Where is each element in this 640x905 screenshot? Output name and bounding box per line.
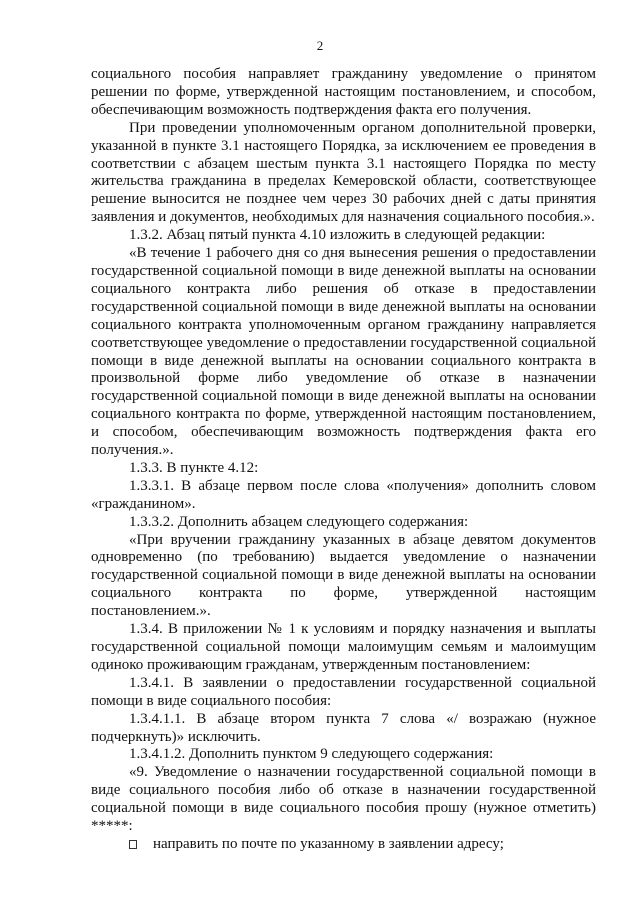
checkbox-icon [129,840,137,849]
paragraph: 1.3.3.1. В абзаце первом после слова «получения» дополнить словом «гражданином». [91,477,596,512]
paragraph: «9. Уведомление о назначении государственной социальной помощи в виде социального пособия либо об отказе в назначении государственной социальной помощи в виде социального пособия прошу (нужное отметить) *****: [91,764,596,835]
checkbox-option-label: направить по почте по указанному в заявлении адресу; [153,835,504,852]
page-number: 2 [316,38,324,53]
paragraph: 1.3.4.1. В заявлении о предоставлении государственной социальной помощи в виде социального пособия: [91,674,596,709]
paragraph: социального пособия направляет гражданину уведомление о принятом решении по форме, утвержденной настоящим постановлением, и способом, обеспечивающим возможность подтверждения факта его получения. [91,66,596,118]
paragraph: 1.3.2. Абзац пятый пункта 4.10 изложить в следующей редакции: [129,227,546,244]
paragraph: 1.3.3.2. Дополнить абзацем следующего содержания: [129,513,469,530]
paragraph: 1.3.4. В приложении № 1 к условиям и порядку назначения и выплаты государственной социальной помощи малоимущим семьям и малоимущим одиноко проживающим гражданам, утвержденным постановлением: [91,621,596,673]
checkbox-option [91,836,596,854]
paragraph: 1.3.4.1.2. Дополнить пунктом 9 следующего содержания: [129,746,494,763]
paragraph: При проведении уполномоченным органом дополнительной проверки, указанной в пункте 3.1 настоящего Порядка, за исключением ее проведения в соответствии с абзацем шестым пункта 3.1 настоящего Порядка по месту жительства гражданина в пределах Кемеровской области, соответствующее решение выносится не позднее чем через 30 рабочих дней с даты принятия заявления и документов, необходимых для назначения социального пособия.». [91,119,596,226]
paragraph: «При вручении гражданину указанных в абзаце девятом документов одновременно (по требованию) выдается уведомление о назначении государственной социальной помощи в виде денежной выплаты на основании социального контракта по форме, утвержденной настоящим постановлением.». [91,531,596,620]
paragraph: 1.3.3. В пункте 4.12: [129,459,259,476]
paragraph: 1.3.4.1.1. В абзаце втором пункта 7 слова «/ возражаю (нужное подчеркнуть)» исключить. [91,710,596,745]
paragraph: «В течение 1 рабочего дня со дня вынесения решения о предоставлении государственной социальной помощи в виде денежной выплаты на основании социального контракта либо решения об отказе в предоставлении государственной социальной помощи в виде денежной выплаты на основании социального контракта уполномоченным органом гражданину направляется соответствующее уведомление о предоставлении государственной социальной помощи в виде денежной выплаты на основании социального контракта в произвольной форме либо уведомление об отказе в назначении государственной социальной помощи в виде денежной выплаты на основании социального контракта по форме, утвержденной настоящим постановлением, и способом, обеспечивающим возможность подтверждения факта его получения.». [91,245,596,459]
document-body [91,66,596,854]
